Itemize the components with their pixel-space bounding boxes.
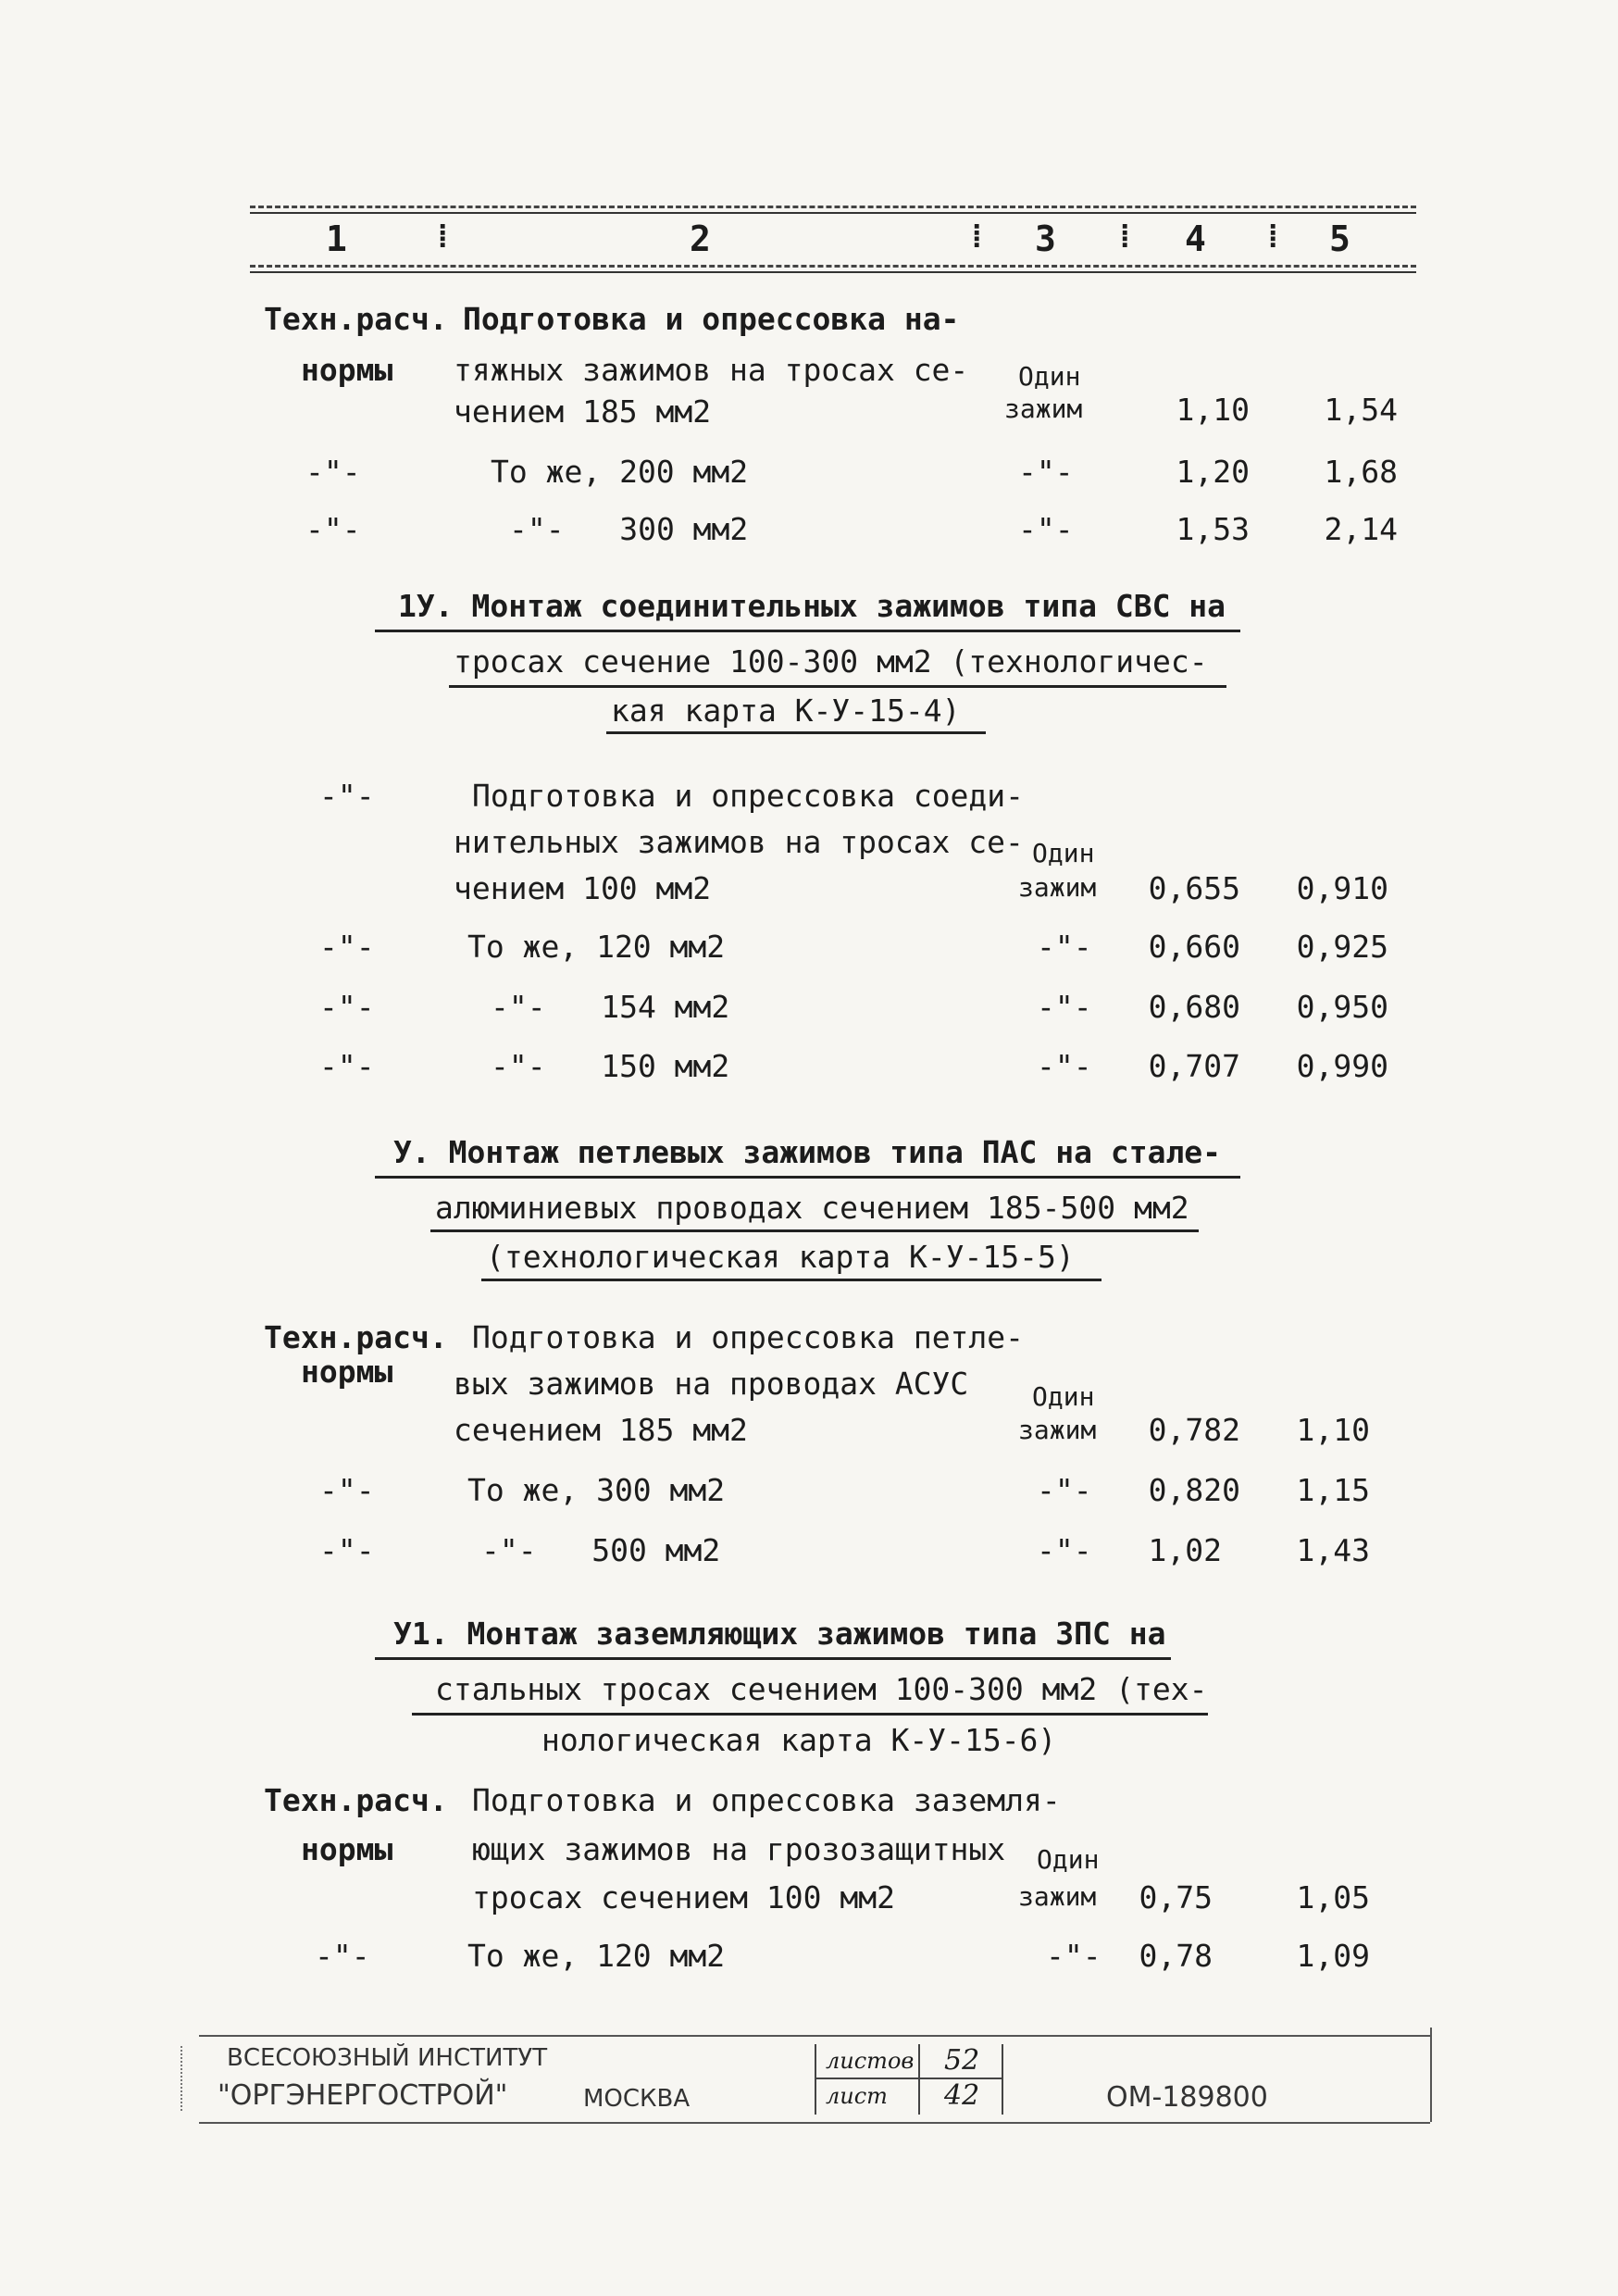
unit-label: Один bbox=[1032, 1381, 1095, 1412]
section-heading: тросах сечение 100-300 мм2 (технологичес- bbox=[454, 643, 1208, 680]
ditto-mark: -"- bbox=[319, 1532, 375, 1568]
value-col5: 0,925 bbox=[1296, 929, 1388, 965]
value-col5: 1,54 bbox=[1324, 392, 1398, 428]
row-label: нормы bbox=[301, 1354, 393, 1390]
unit-label: Один bbox=[1032, 838, 1095, 868]
value-col4: 1,02 bbox=[1148, 1532, 1222, 1568]
section-underline bbox=[606, 731, 986, 734]
value-col4: 0,707 bbox=[1148, 1048, 1240, 1084]
sheet-value: 42 bbox=[944, 2079, 980, 2112]
header-top-rule-2 bbox=[250, 212, 1416, 214]
value-col5: 1,10 bbox=[1296, 1412, 1370, 1448]
value-col5: 0,950 bbox=[1296, 989, 1388, 1025]
row-text: чением 185 мм2 bbox=[454, 393, 712, 430]
row-text: То же, 120 мм2 bbox=[467, 929, 726, 965]
stamp-col-divider-2 bbox=[1002, 2044, 1003, 2115]
ditto-mark: -"- bbox=[305, 511, 361, 547]
stamp-sheet-cells bbox=[815, 2044, 1048, 2115]
section-heading: (технологическая карта К-У-15-5) bbox=[486, 1239, 1075, 1275]
value-col4: 0,655 bbox=[1148, 870, 1240, 906]
unit-label: зажим bbox=[1018, 1881, 1097, 1912]
ditto-mark: -"- bbox=[1037, 929, 1092, 965]
row-text: Подготовка и опрессовка на- bbox=[463, 301, 960, 337]
stamp-col-divider bbox=[918, 2044, 920, 2115]
row-label: Техн.расч. bbox=[264, 1319, 448, 1355]
section-underline bbox=[430, 1229, 1199, 1232]
section-heading: стальных тросах сечением 100-300 мм2 (тех- bbox=[435, 1671, 1208, 1707]
value-col5: 1,05 bbox=[1296, 1879, 1370, 1915]
stamp-side-mark bbox=[180, 2046, 188, 2111]
col-separator: ⁞ bbox=[433, 218, 453, 256]
row-text: -"- 500 мм2 bbox=[481, 1532, 721, 1568]
unit-label: зажим bbox=[1004, 393, 1083, 424]
sheets-value: 52 bbox=[944, 2044, 980, 2077]
ditto-mark: -"- bbox=[1037, 1472, 1092, 1508]
row-label: нормы bbox=[301, 352, 393, 388]
ditto-mark: -"- bbox=[1037, 989, 1092, 1025]
value-col4: 0,78 bbox=[1139, 1938, 1213, 1974]
header-bottom-rule-2 bbox=[250, 271, 1416, 273]
row-text: То же, 120 мм2 bbox=[467, 1938, 726, 1974]
section-underline bbox=[481, 1279, 1101, 1281]
stamp-block bbox=[199, 2035, 1430, 2124]
section-heading: 1У. Монтаж соединительных зажимов типа СВС на bbox=[398, 588, 1226, 624]
ditto-mark: -"- bbox=[319, 778, 375, 814]
value-col5: 1,15 bbox=[1296, 1472, 1370, 1508]
sheet-label: лист bbox=[826, 2083, 888, 2109]
stamp-doc-number: ОМ-189800 bbox=[1106, 2081, 1268, 2114]
row-text: Подготовка и опрессовка петле- bbox=[472, 1319, 1025, 1355]
section-heading: кая карта К-У-15-4) bbox=[611, 693, 961, 729]
col-header-2: 2 bbox=[690, 218, 711, 259]
value-col5: 1,43 bbox=[1296, 1532, 1370, 1568]
value-col4: 0,660 bbox=[1148, 929, 1240, 965]
value-col5: 0,910 bbox=[1296, 870, 1388, 906]
row-label: Техн.расч. bbox=[264, 301, 448, 337]
value-col4: 0,782 bbox=[1148, 1412, 1240, 1448]
unit-label: зажим bbox=[1018, 872, 1097, 903]
ditto-mark: -"- bbox=[319, 1048, 375, 1084]
row-text: тяжных зажимов на тросах се- bbox=[454, 352, 969, 388]
row-text: То же, 300 мм2 bbox=[467, 1472, 726, 1508]
section-heading: У1. Монтаж заземляющих зажимов типа ЗПС на bbox=[393, 1616, 1166, 1652]
row-text: вых зажимов на проводах АСУС bbox=[454, 1366, 969, 1402]
sheets-label: листов bbox=[826, 2048, 915, 2074]
section-underline bbox=[375, 630, 1240, 632]
stamp-org-line2: "ОРГЭНЕРГОСТРОЙ" bbox=[218, 2079, 508, 2112]
col-header-3: 3 bbox=[1035, 218, 1056, 259]
ditto-mark: -"- bbox=[1037, 1048, 1092, 1084]
col-separator: ⁞ bbox=[1263, 218, 1283, 256]
value-col4: 0,820 bbox=[1148, 1472, 1240, 1508]
col-header-5: 5 bbox=[1329, 218, 1350, 259]
col-separator: ⁞ bbox=[1115, 218, 1135, 256]
ditto-mark: -"- bbox=[1018, 511, 1074, 547]
value-col5: 1,09 bbox=[1296, 1938, 1370, 1974]
ditto-mark: -"- bbox=[1018, 454, 1074, 490]
row-text: Подготовка и опрессовка соеди- bbox=[472, 778, 1025, 814]
value-col5: 0,990 bbox=[1296, 1048, 1388, 1084]
ditto-mark: -"- bbox=[305, 454, 361, 490]
section-heading: нологическая карта К-У-15-6) bbox=[541, 1722, 1057, 1758]
unit-label: Один bbox=[1018, 361, 1081, 392]
ditto-mark: -"- bbox=[1046, 1938, 1101, 1974]
header-bottom-rule bbox=[250, 265, 1416, 268]
stamp-city: МОСКВА bbox=[583, 2085, 691, 2113]
row-text: То же, 200 мм2 bbox=[491, 454, 749, 490]
section-heading: алюминиевых проводах сечением 185-500 мм2 bbox=[435, 1190, 1189, 1226]
section-underline bbox=[412, 1713, 1208, 1716]
row-text: ющих зажимов на грозозащитных bbox=[472, 1831, 1006, 1867]
row-text: нительных зажимов на тросах се- bbox=[454, 824, 1024, 860]
ditto-mark: -"- bbox=[319, 989, 375, 1025]
value-col4: 1,20 bbox=[1176, 454, 1250, 490]
row-text: -"- 154 мм2 bbox=[491, 989, 730, 1025]
stamp-right-border bbox=[1430, 2028, 1432, 2122]
ditto-mark: -"- bbox=[315, 1938, 370, 1974]
row-text: чением 100 мм2 bbox=[454, 870, 712, 906]
row-text: -"- 150 мм2 bbox=[491, 1048, 730, 1084]
row-text: тросах сечением 100 мм2 bbox=[472, 1879, 895, 1915]
ditto-mark: -"- bbox=[319, 1472, 375, 1508]
value-col4: 1,53 bbox=[1176, 511, 1250, 547]
row-text: Подготовка и опрессовка заземля- bbox=[472, 1782, 1061, 1818]
row-label: нормы bbox=[301, 1831, 393, 1867]
header-top-rule bbox=[250, 206, 1416, 208]
row-text: -"- 300 мм2 bbox=[509, 511, 749, 547]
section-heading: У. Монтаж петлевых зажимов типа ПАС на стале- bbox=[393, 1134, 1222, 1170]
row-label: Техн.расч. bbox=[264, 1782, 448, 1818]
value-col4: 0,680 bbox=[1148, 989, 1240, 1025]
col-separator: ⁞ bbox=[967, 218, 987, 256]
section-underline bbox=[375, 1657, 1171, 1660]
stamp-org-line1: ВСЕСОЮЗНЫЙ ИНСТИТУТ bbox=[227, 2044, 548, 2072]
section-underline bbox=[449, 685, 1226, 688]
value-col5: 2,14 bbox=[1324, 511, 1398, 547]
ditto-mark: -"- bbox=[1037, 1532, 1092, 1568]
value-col4: 0,75 bbox=[1139, 1879, 1213, 1915]
value-col5: 1,68 bbox=[1324, 454, 1398, 490]
section-underline bbox=[375, 1176, 1240, 1179]
ditto-mark: -"- bbox=[319, 929, 375, 965]
col-header-4: 4 bbox=[1185, 218, 1206, 259]
row-text: сечением 185 мм2 bbox=[454, 1412, 748, 1448]
col-header-1: 1 bbox=[326, 218, 347, 259]
value-col4: 1,10 bbox=[1176, 392, 1250, 428]
unit-label: зажим bbox=[1018, 1415, 1097, 1445]
unit-label: Один bbox=[1037, 1844, 1100, 1875]
